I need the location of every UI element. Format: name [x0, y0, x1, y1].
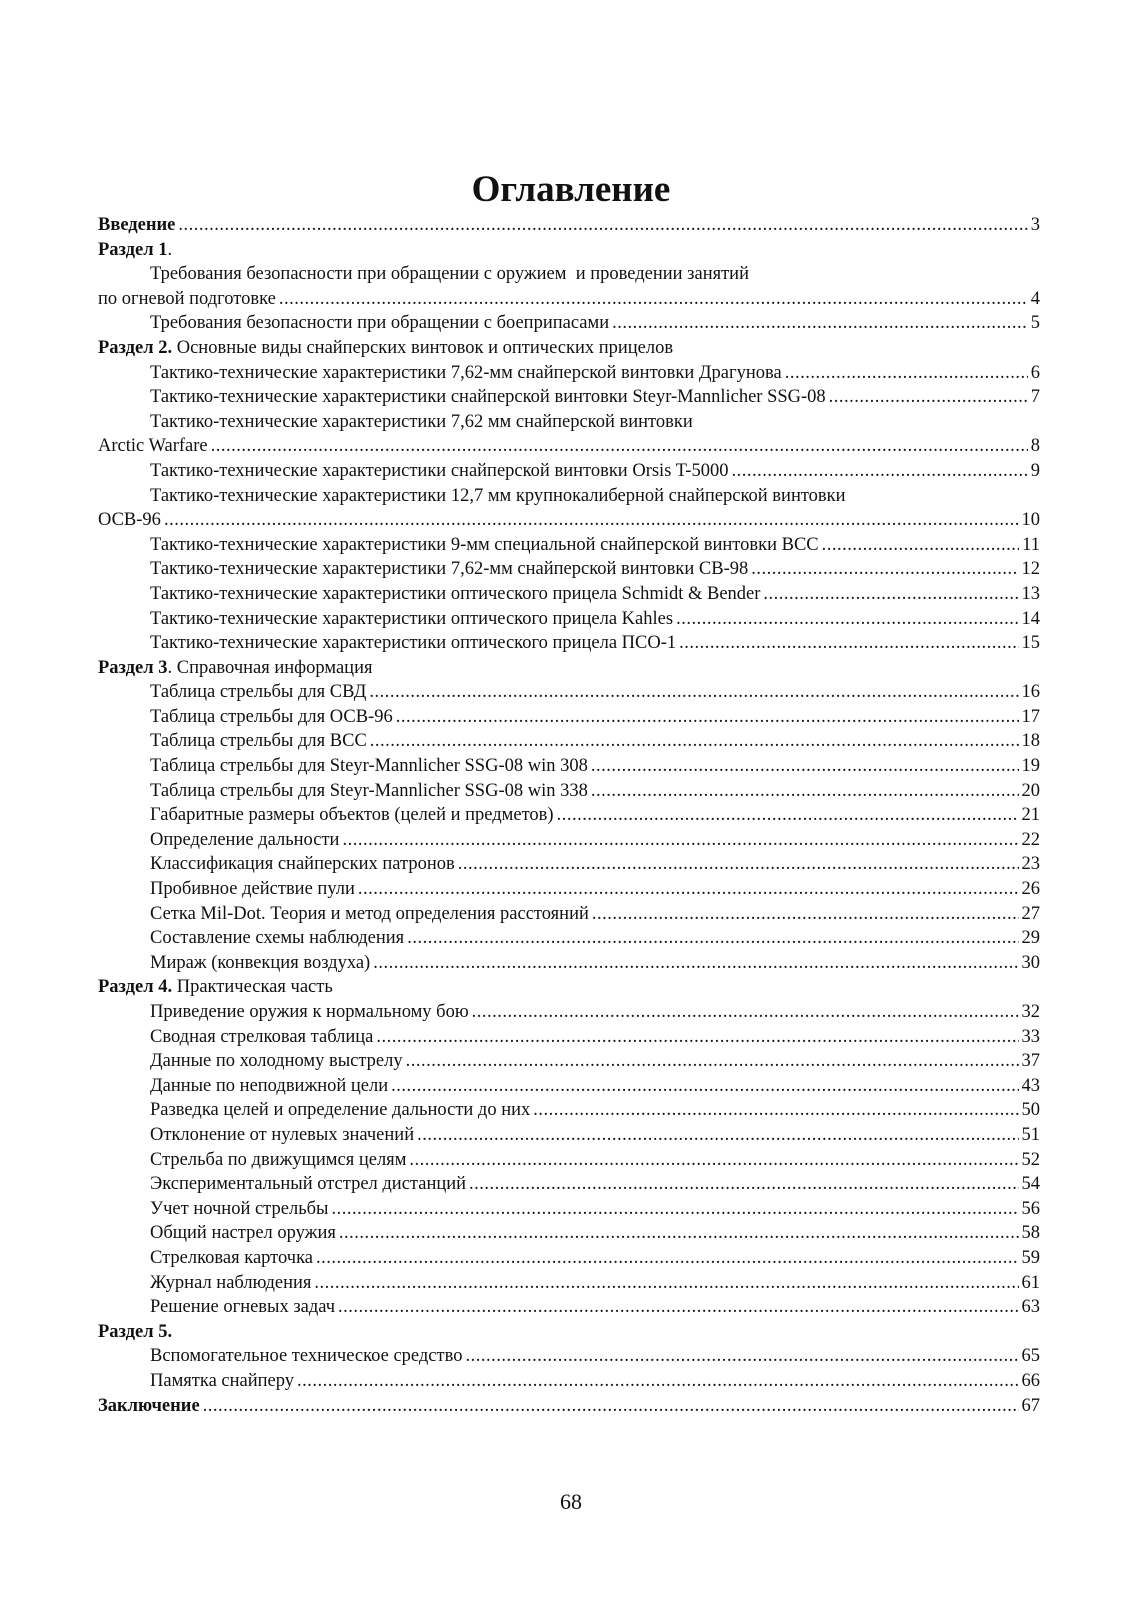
toc-entry-title: [98, 434, 208, 459]
toc-entry-text: Тактико-технические характеристики 7,62-мм снайперской винтовки СВ-98: [150, 559, 749, 580]
toc-page-number: 37: [1021, 1051, 1040, 1072]
toc-page-number: 43: [1021, 1075, 1040, 1096]
toc-entry-text: Таблица стрельбы для Steyr-Mannlicher SSG-08 win 308: [150, 756, 588, 777]
toc-entry-title: [150, 1344, 462, 1369]
table-of-contents: [98, 213, 1040, 1418]
toc-leader-dots: [592, 902, 1019, 927]
toc-entry-text: . Справочная информация: [167, 657, 373, 678]
toc-entry-text: Экспериментальный отстрел дистанций: [150, 1174, 467, 1195]
toc-entry-title: [150, 705, 393, 730]
toc-page-number: 10: [1021, 510, 1040, 531]
toc-leader-dots: [406, 1049, 1019, 1074]
toc-leader-dots: [338, 1295, 1018, 1320]
toc-entry-title: [150, 311, 609, 336]
toc-entry[interactable]: [98, 975, 1040, 1000]
toc-entry-text: Вспомогательное техническое средство: [150, 1346, 463, 1367]
toc-entry-title: [150, 557, 748, 582]
toc-entry-text: Тактико-технические характеристики оптического прицела ПСО-1: [150, 633, 677, 654]
toc-entry-title: [98, 287, 276, 312]
toc-leader-dots: [297, 1369, 1018, 1394]
toc-entry-text: Решение огневых задач: [150, 1297, 336, 1318]
toc-entry-text: Общий настрел оружия: [150, 1223, 336, 1244]
toc-leader-dots: [331, 1197, 1018, 1222]
toc-leader-dots: [591, 754, 1019, 779]
toc-page-number: 30: [1021, 952, 1040, 973]
toc-leader-dots: [316, 1246, 1019, 1271]
toc-leader-dots: [314, 1271, 1018, 1296]
toc-page-number: 16: [1021, 682, 1040, 703]
toc-leader-dots: [211, 434, 1028, 459]
toc-entry-title: [150, 828, 339, 853]
toc-leader-dots: [409, 1148, 1018, 1173]
toc-page-number: 13: [1021, 583, 1040, 604]
toc-leader-dots: [164, 508, 1019, 533]
toc-leader-dots: [358, 877, 1019, 902]
toc-leader-dots: [370, 729, 1019, 754]
toc-leader-dots: [822, 533, 1020, 558]
toc-entry-text: ОСВ-96: [98, 510, 161, 531]
toc-entry-title: [150, 1123, 414, 1148]
toc-entry[interactable]: [98, 1221, 1040, 1246]
toc-page-number: 11: [1022, 534, 1040, 555]
toc-entry[interactable]: [98, 508, 1040, 533]
toc-entry-title: [150, 1148, 406, 1173]
toc-entry[interactable]: [98, 754, 1040, 779]
toc-entry[interactable]: [98, 410, 1040, 435]
toc-entry-text: .: [167, 239, 173, 260]
toc-page-number: 5: [1030, 313, 1040, 334]
toc-page-number: 27: [1021, 903, 1040, 924]
toc-page-number: 26: [1021, 879, 1040, 900]
toc-page-number: 15: [1021, 633, 1040, 654]
toc-entry-title: [150, 459, 728, 484]
toc-entry-title: [150, 1246, 313, 1271]
toc-entry[interactable]: [98, 1000, 1040, 1025]
toc-entry[interactable]: [98, 582, 1040, 607]
toc-leader-dots: [178, 213, 1027, 238]
toc-entry-text: Таблица стрельбы для ВСС: [150, 731, 367, 752]
toc-entry-title: [150, 361, 782, 386]
toc-entry[interactable]: [98, 828, 1040, 853]
toc-entry-text: Требования безопасности при обращении с боеприпасами: [150, 313, 610, 334]
toc-leader-dots: [339, 1221, 1019, 1246]
toc-entry-title: [150, 1098, 530, 1123]
toc-entry-title: [150, 754, 588, 779]
toc-entry-text: Тактико-технические характеристики 7,62-мм снайперской винтовки Драгунова: [150, 362, 782, 383]
toc-page-number: 63: [1021, 1297, 1040, 1318]
toc-entry-text: Классификация снайперских патронов: [150, 854, 455, 875]
toc-entry-title: [150, 1271, 311, 1296]
page-number: 68: [560, 1489, 582, 1514]
toc-entry-title: [150, 1172, 466, 1197]
toc-leader-dots: [465, 1344, 1018, 1369]
toc-entry-text: Определение дальности: [150, 829, 340, 850]
page-title: Оглавление: [471, 169, 671, 210]
toc-section-label: Заключение: [98, 1395, 200, 1416]
toc-entry-title: [98, 975, 333, 1000]
toc-entry-title: [150, 533, 819, 558]
toc-entry-title: [150, 410, 693, 435]
toc-page-number: 19: [1021, 756, 1040, 777]
toc-page-number: 14: [1021, 608, 1040, 629]
toc-entry-text: Пробивное действие пули: [150, 879, 355, 900]
toc-entry-text: Отклонение от нулевых значений: [150, 1124, 415, 1145]
toc-page-number: 9: [1030, 460, 1040, 481]
toc-leader-dots: [731, 459, 1027, 484]
toc-leader-dots: [829, 385, 1028, 410]
toc-entry[interactable]: [98, 336, 1040, 361]
toc-entry-text: Мираж (конвекция воздуха): [150, 952, 371, 973]
toc-entry-title: [150, 779, 588, 804]
toc-entry-text: по огневой подготовке: [98, 288, 276, 309]
toc-entry[interactable]: [98, 680, 1040, 705]
toc-entry-text: Данные по неподвижной цели: [150, 1075, 389, 1096]
toc-entry[interactable]: [98, 311, 1040, 336]
toc-entry-title: [150, 951, 370, 976]
toc-leader-dots: [472, 1000, 1019, 1025]
toc-page-number: 17: [1021, 706, 1040, 727]
toc-entry-text: Arctic Warfare: [98, 436, 208, 457]
toc-leader-dots: [203, 1394, 1019, 1419]
toc-leader-dots: [763, 582, 1018, 607]
toc-entry-text: Тактико-технические характеристики 12,7 мм крупнокалиберной снайперской винтовки: [150, 485, 846, 506]
toc-entry-title: [150, 1074, 388, 1099]
toc-leader-dots: [591, 779, 1019, 804]
toc-entry-text: Приведение оружия к нормальному бою: [150, 1002, 469, 1022]
toc-entry[interactable]: [98, 926, 1040, 951]
toc-entry-title: [150, 852, 455, 877]
toc-entry[interactable]: [98, 361, 1040, 386]
toc-entry-text: Памятка снайперу: [150, 1370, 295, 1391]
toc-entry[interactable]: [98, 1271, 1040, 1296]
toc-entry-text: Габаритные размеры объектов (целей и предметов): [150, 805, 554, 826]
toc-entry-title: [98, 508, 161, 533]
toc-entry-title: [150, 1000, 469, 1025]
toc-entry-title: [150, 803, 554, 828]
toc-entry[interactable]: [98, 803, 1040, 828]
toc-entry-text: Составление схемы наблюдения: [150, 928, 405, 949]
toc-entry-title: [150, 680, 366, 705]
toc-entry[interactable]: [98, 1074, 1040, 1099]
toc-entry-title: [98, 238, 172, 263]
toc-entry-title: [150, 877, 355, 902]
toc-entry-title: [98, 336, 673, 361]
toc-entry-text: Тактико-технические характеристики 7,62 мм снайперской винтовки: [150, 411, 693, 432]
toc-entry-text: Тактико-технические характеристики оптического прицела Kahles: [150, 608, 674, 629]
toc-page-number: 56: [1021, 1198, 1040, 1219]
toc-page-number: 8: [1030, 436, 1040, 457]
toc-entry-text: Тактико-технические характеристики снайперской винтовки Orsis T-5000: [150, 460, 729, 481]
toc-leader-dots: [369, 680, 1018, 705]
toc-leader-dots: [785, 361, 1028, 386]
toc-page-number: 61: [1021, 1272, 1040, 1293]
toc-entry[interactable]: [98, 877, 1040, 902]
toc-page-number: 12: [1021, 559, 1040, 580]
toc-entry[interactable]: [98, 1197, 1040, 1222]
toc-page-number: 6: [1030, 362, 1040, 383]
toc-leader-dots: [458, 852, 1019, 877]
toc-entry-title: [150, 607, 673, 632]
toc-page-number: 50: [1021, 1100, 1040, 1121]
toc-entry-text: Практическая часть: [172, 977, 333, 998]
toc-page-number: 3: [1030, 215, 1040, 235]
toc-section-label: Раздел 4.: [98, 977, 173, 998]
toc-leader-dots: [373, 951, 1018, 976]
toc-page-number: 54: [1021, 1174, 1040, 1195]
toc-entry-text: Сетка Mil-Dot. Теория и метод определения расстояний: [150, 903, 589, 924]
toc-entry-title: [150, 1049, 403, 1074]
toc-section-label: Раздел 5.: [98, 1321, 173, 1342]
toc-entry-text: Таблица стрельбы для ОСВ-96: [150, 706, 393, 727]
toc-leader-dots: [533, 1098, 1018, 1123]
toc-page-number: 32: [1021, 1002, 1040, 1022]
toc-entry[interactable]: [98, 385, 1040, 410]
toc-entry-title: [150, 1295, 335, 1320]
toc-entry-title: [98, 1320, 172, 1345]
toc-entry[interactable]: [98, 1394, 1040, 1419]
toc-entry-title: [150, 631, 676, 656]
toc-page-number: 23: [1021, 854, 1040, 875]
toc-entry-text: Таблица стрельбы для СВД: [150, 682, 367, 703]
toc-entry[interactable]: [98, 607, 1040, 632]
toc-entry-text: Журнал наблюдения: [150, 1272, 312, 1293]
toc-entry[interactable]: [98, 459, 1040, 484]
toc-leader-dots: [612, 311, 1028, 336]
toc-entry[interactable]: [98, 705, 1040, 730]
toc-page-number: 67: [1021, 1395, 1040, 1416]
toc-entry-title: [150, 484, 846, 509]
toc-page-number: 66: [1021, 1370, 1040, 1391]
toc-entry[interactable]: [98, 1344, 1040, 1369]
toc-leader-dots: [751, 557, 1018, 582]
toc-entry-text: Таблица стрельбы для Steyr-Mannlicher SSG-08 win 338: [150, 780, 588, 801]
toc-entry-text: Тактико-технические характеристики снайперской винтовки Steyr-Mannlicher SSG-08: [150, 387, 826, 408]
toc-entry[interactable]: [98, 852, 1040, 877]
toc-entry[interactable]: [98, 1369, 1040, 1394]
toc-entry-title: [150, 729, 367, 754]
toc-entry[interactable]: [98, 1025, 1040, 1050]
toc-entry[interactable]: [98, 779, 1040, 804]
toc-section-label: Раздел 3: [98, 657, 168, 678]
toc-page-number: 58: [1021, 1223, 1040, 1244]
toc-entry-title: [150, 1197, 328, 1222]
toc-entry[interactable]: [98, 1172, 1040, 1197]
toc-entry[interactable]: [98, 951, 1040, 976]
toc-entry[interactable]: [98, 1246, 1040, 1271]
toc-entry[interactable]: [98, 213, 1040, 238]
toc-page-number: 33: [1021, 1026, 1040, 1047]
toc-entry-text: Сводная стрелковая таблица: [150, 1026, 374, 1047]
toc-entry-text: Разведка целей и определение дальности до них: [150, 1100, 531, 1121]
toc-entry-title: [150, 926, 404, 951]
toc-entry[interactable]: [98, 631, 1040, 656]
toc-page-number: 4: [1030, 288, 1040, 309]
toc-page-number: 29: [1021, 928, 1040, 949]
toc-entry-title: [150, 385, 826, 410]
toc-entry[interactable]: [98, 1148, 1040, 1173]
toc-page-number: 18: [1021, 731, 1040, 752]
toc-entry-title: [98, 213, 175, 238]
toc-page-number: 59: [1021, 1247, 1040, 1268]
toc-section-label: Раздел 2.: [98, 337, 173, 358]
toc-entry-text: Данные по холодному выстрелу: [150, 1051, 403, 1072]
toc-entry-title: [98, 1394, 200, 1419]
toc-entry-text: Тактико-технические характеристики оптического прицела Schmidt & Bender: [150, 583, 761, 604]
toc-entry[interactable]: [98, 1295, 1040, 1320]
toc-entry-title: [150, 582, 760, 607]
toc-entry[interactable]: [98, 557, 1040, 582]
toc-entry[interactable]: [98, 729, 1040, 754]
toc-leader-dots: [417, 1123, 1018, 1148]
toc-leader-dots: [279, 287, 1028, 312]
toc-page-number: 7: [1030, 387, 1040, 408]
toc-leader-dots: [557, 803, 1019, 828]
toc-leader-dots: [391, 1074, 1018, 1099]
toc-entry-title: [150, 262, 749, 287]
toc-entry-text: Требования безопасности при обращении с оружием и проведении занятий: [150, 264, 749, 285]
toc-section-label: Введение: [98, 215, 176, 235]
toc-entry[interactable]: [98, 656, 1040, 681]
toc-entry-title: [150, 1369, 294, 1394]
toc-entry[interactable]: [98, 902, 1040, 927]
toc-entry[interactable]: [98, 533, 1040, 558]
toc-entry[interactable]: [98, 262, 1040, 287]
toc-leader-dots: [407, 926, 1018, 951]
toc-entry[interactable]: [98, 238, 1040, 263]
toc-entry-title: [98, 656, 372, 681]
toc-entry-title: [150, 902, 589, 927]
toc-leader-dots: [469, 1172, 1018, 1197]
toc-entry-title: [150, 1221, 336, 1246]
toc-entry[interactable]: [98, 1320, 1040, 1345]
toc-entry-text: Учет ночной стрельбы: [150, 1198, 329, 1219]
toc-entry[interactable]: [98, 484, 1040, 509]
toc-entry[interactable]: [98, 1123, 1040, 1148]
toc-leader-dots: [376, 1025, 1018, 1050]
toc-entry-text: Основные виды снайперских винтовок и оптических прицелов: [172, 337, 674, 358]
toc-page-number: 51: [1021, 1124, 1040, 1145]
toc-page-number: 20: [1021, 780, 1040, 801]
toc-entry-title: [150, 1025, 373, 1050]
toc-entry-text: Стрелковая карточка: [150, 1247, 313, 1268]
toc-entry[interactable]: [98, 1049, 1040, 1074]
toc-page-number: 21: [1021, 805, 1040, 826]
toc-leader-dots: [676, 607, 1018, 632]
toc-page-number: 52: [1021, 1149, 1040, 1170]
toc-entry-text: Тактико-технические характеристики 9-мм специальной снайперской винтовки ВСС: [150, 534, 819, 555]
toc-entry[interactable]: [98, 1098, 1040, 1123]
toc-leader-dots: [396, 705, 1019, 730]
toc-leader-dots: [342, 828, 1018, 853]
toc-page-number: 65: [1021, 1346, 1040, 1367]
toc-entry-text: Стрельба по движущимся целям: [150, 1149, 407, 1170]
toc-page-number: 22: [1021, 829, 1040, 850]
toc-leader-dots: [679, 631, 1018, 656]
toc-section-label: Раздел 1: [98, 239, 168, 260]
toc-entry[interactable]: [98, 434, 1040, 459]
toc-entry[interactable]: [98, 287, 1040, 312]
